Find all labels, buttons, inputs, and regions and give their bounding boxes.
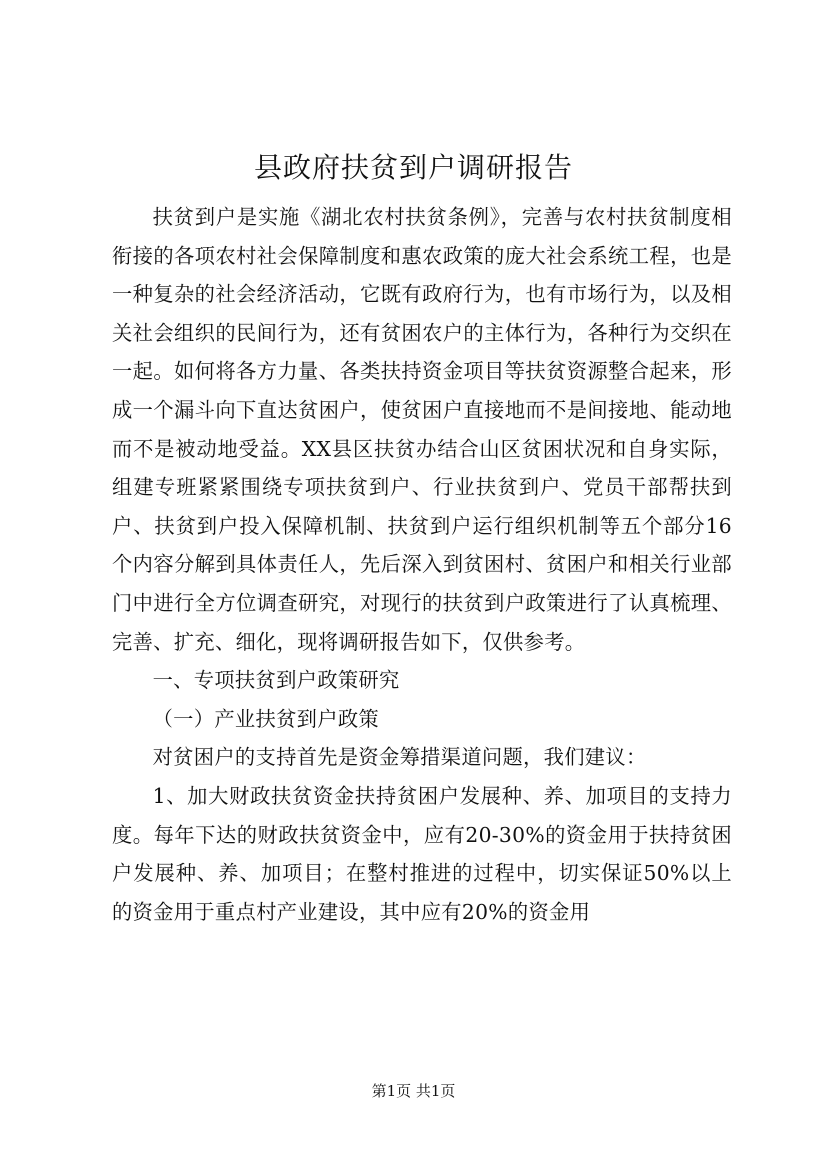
document-title: 县政府扶贫到户调研报告 [253, 151, 573, 184]
body-paragraph: 对贫困户的支持首先是资金筹措渠道问题，我们建议： [152, 745, 647, 770]
subsection-heading: （一）产业扶贫到户政策 [152, 706, 379, 731]
intro-paragraph: 扶贫到户是实施《湖北农村扶贫条例》，完善与农村扶贫制度相衔接的各项农村社会保障制度和惠农政策的庞大社会系统工程，也是一种复杂的社会经济活动，它既有政府行为，也有市场行为，以及相关社会组织的民间行为，还有贫困农户的主体行为，各种行为交织在一起。如何将各方力量、各类扶持资金项目等扶贫资源整合起来，形成一个漏斗向下直达贫困户，使贫困户直接地而不是间接地、能动地而不是被动地受益。XX县区扶贫办结合山区贫困状况和自身实际，组建专班紧紧围绕专项扶贫到户、行业扶贫到户、党员干部帮扶到户、扶贫到户投入保障机制、扶贫到户运行组织机制等五个部分16个内容分解到具体责任人，先后深入到贫困村、贫困户和相关行业部门中进行全方位调查研究，对现行的扶贫到户政策进行了认真梳理、完善、扩充、细化，现将调研报告如下，仅供参考。 [112, 205, 732, 654]
section-heading: 一、专项扶贫到户政策研究 [152, 668, 400, 693]
document-body [112, 198, 732, 931]
page-footer: 第1页 共1页 [371, 1082, 456, 1100]
list-item-paragraph: 1、加大财政扶贫资金扶持贫困户发展种、养、加项目的支持力度。每年下达的财政扶贫资金中，应有20-30%的资金用于扶持贫困户发展种、养、加项目；在整村推进的过程中，切实保证50%以上的资金用于重点村产业建设，其中应有20%的资金用 [112, 783, 732, 924]
